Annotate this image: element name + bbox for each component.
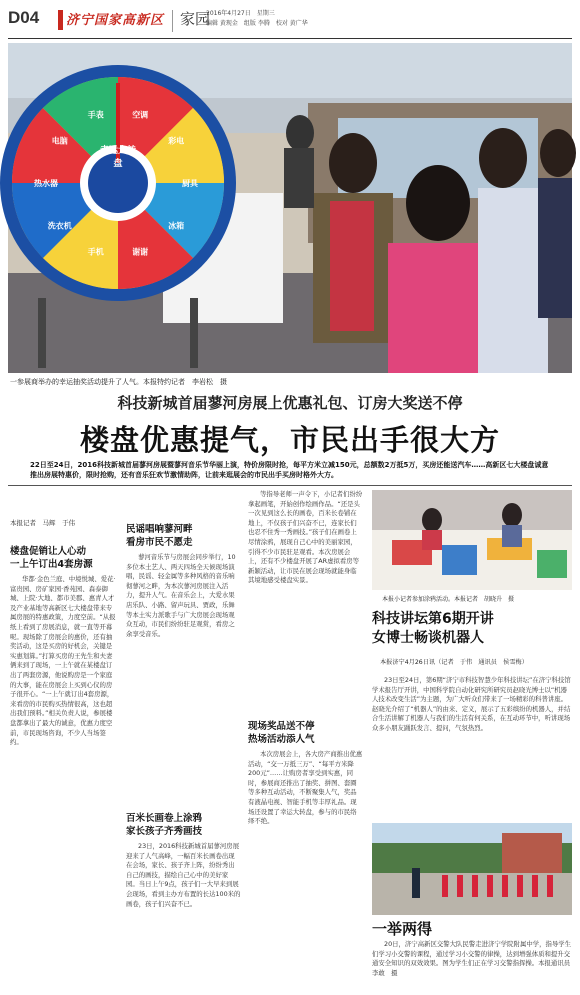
article-byline: 本报记者 马辉 于伟 <box>10 519 75 527</box>
graffiti-illustration <box>372 490 572 590</box>
col2-subhead: 民谣唱响蓼河畔 看房市民不愿走 <box>126 524 193 548</box>
traffic-drill-illustration <box>372 823 572 915</box>
brand-name: 济宁国家高新区 <box>66 13 165 28</box>
col3-text-2: 本次房展会上，各大房产商推出优惠活动，“交一万抵三万”、“每平方米降200元”……让购房者享受到实惠，同时，参展商还推出了抽奖、拼图、套圈等多种互动活动，不断聚集人气，奖品有液晶电视、智能手机等丰厚礼品。现场还设置了幸运大转盘，参与的市民络绎不绝。 <box>248 750 363 826</box>
page-number: D04 <box>8 8 40 27</box>
wheel-sector-label: 手机 <box>87 247 104 257</box>
traffic-drill-photo <box>372 823 572 915</box>
col3-text: 等指导老师一声令下，小记者们纷纷拿起画笔，开始创作绘画作品。“还是头一次见到这么长的画卷，百米长卷铺在地上，不仅孩子们兴奋不已，连家长们也忍不住秀一秀画技。”孩子们在画卷上尽情涂鸦，展现自己心中的美丽家园，引得不少市民驻足观看。本次房展会上，还有不少楼盘开展了AR虚拟看房等新颖活动，让市民在展会现场就能身临其境地感受楼盘实景。 <box>248 490 363 585</box>
editor-line: 编辑 黄现金 组版 李腾 校对 黄广华 <box>206 20 308 27</box>
article-kicker: 科技新城首届蓼河房展上优惠礼包、订房大奖送不停 <box>117 394 463 412</box>
traffic-drill-headline: 一举两得 <box>372 920 433 938</box>
masthead-rule <box>8 38 572 39</box>
wheel-sector-label: 空调 <box>132 110 149 120</box>
wheel-sector-label: 热水器 <box>34 179 58 188</box>
wheel-sector-label: 手表 <box>87 110 104 120</box>
wheel-sector-label: 冰箱 <box>168 221 185 231</box>
wheel-sector-label: 电脑 <box>51 136 68 146</box>
col2-text-2: 23日，2016科技新城首届蓼河房展迎来了人气高峰，一幅百米长画卷出现在会场，家长、孩子齐上阵，纷纷秀出自己的画技，描绘自己心中的美好家园。当日上午9点，孩子们一大早来到展会现场，看到主办方布置的长达100米的画卷，孩子们兴奋不已。 <box>126 842 241 908</box>
wheel-center-label: 幸运大转盘 <box>99 146 136 169</box>
traffic-drill-text: 20日，济宁高新区交警大队民警走进济宁学院附属中学，指导学生们学习小交警的课程，通过学习小交警的律操，达到增强体质和提升交通安全知识的双效效果。图为学生们正在学习交警指挥操。本报通讯员 李敢 摄 <box>372 940 577 977</box>
lecture-byline: 本报济宁4月26日讯（记者 于伟 通讯员 侯雪梅） <box>380 659 528 666</box>
graffiti-photo-caption: 本报小记者参加涂鸦活动。本报记者 胡晓升 摄 <box>382 596 515 603</box>
brand-bar <box>58 10 63 30</box>
main-photo <box>8 43 572 373</box>
wheel-sector-label: 厨具 <box>182 179 198 188</box>
lead-rule <box>8 485 572 486</box>
col2-subhead-2: 百米长画卷上涂鸦 家长孩子齐秀画技 <box>126 813 203 837</box>
fair-photo-illustration <box>8 43 572 373</box>
col3-subhead: 现场奖品送不停 热场活动添人气 <box>248 721 315 745</box>
wheel-sector-label: 谢谢 <box>132 247 149 257</box>
col1-subhead: 楼盘促销让人心动 一上午订出4套房源 <box>10 546 93 570</box>
article-headline: 楼盘优惠提气，市民出手很大方 <box>79 423 500 457</box>
col2-text: 蓼河音乐节与房展会同步举行，10多位本土艺人、两天四场全天候现场演唱，民谣、轻金属等多种风格的音乐响彻蓼河之畔，为本次蓼河房展注入活力，提升人气。在音乐会上，大爱水果店乐队、小路、留声玩具、贾政，乐舞等本土实力派歌手与广大房展会现场观众互动，市民们纷纷驻足观赏，看房之余享受音乐。 <box>126 553 236 638</box>
graffiti-photo <box>372 490 572 590</box>
wheel-sector-label: 洗衣机 <box>47 221 72 231</box>
section-title: 家园 <box>180 10 211 28</box>
masthead <box>0 0 580 40</box>
divider <box>172 10 173 32</box>
date-line: 2016年4月27日 星期三 <box>206 10 275 17</box>
col1-text: 华都·金色兰庭、中境悦城、爱花·富贵园、房矿家园·香苑园、森泰御城、上院·大地、都市美郡、惠青人才及产业基地等高新区七大楼盘带来专属房展的特惠政策，力度空前。“从报纸上看到了房展消息，就一直等开幕呢。现场除了房展会的惠价，还有抽奖活动，这是买房的好机会，关键是实惠划算。”打算买房的王先生和夫妻俩来到了现场，一上午就在某楼盘订出了两套房源，他说购房是一个家庭的大事，能在房展会上买到心仪的房子很开心。“一上午就订出4套房源，来看房的市民购买热情很高，这也超出我们预料。”相关负责人说，参展楼盘都拿出了最大的诚意，优惠力度空前，市民现场咨询，不少人当场签约。 <box>10 575 116 747</box>
lecture-headline: 科技讲坛第6期开讲 女博士畅谈机器人 <box>372 611 494 646</box>
article-lead: 22日至24日，2016科技新城首届蓼河房展暨蓼河音乐节华丽上演，特价房限时抢，每平方米立减150元，总额数2万抵5万，买房还能送汽车……高新区七大楼盘诚意推出房展特惠价，限时抢购，还有音乐狂欢节激情助阵，让前来逛展会的市民出手买房时格外大方。 <box>30 461 549 479</box>
lecture-text: 23日至24日，第6期“济宁市科技智慧少年科技讲坛”在济宁科技馆学术报告厅开讲，中国科学院自动化研究所研究员赵晓光博士以“机器人技术改变生活”为主题，为广大听众们带来了一场精彩的科普讲座。赵晓光介绍了“机器人”的由来、定义，展示了五彩缤纷的机器人，并结合生活讲解了机器人与我们的生活有何关系，在互动环节中，听讲现场众多小朋友踊跃发言、提问，气氛热烈。 <box>372 676 571 732</box>
wheel-sector-label: 彩电 <box>168 136 185 146</box>
main-photo-caption: 一参展商举办的幸运抽奖活动提升了人气。本报特约记者 李岩松 摄 <box>10 378 227 386</box>
